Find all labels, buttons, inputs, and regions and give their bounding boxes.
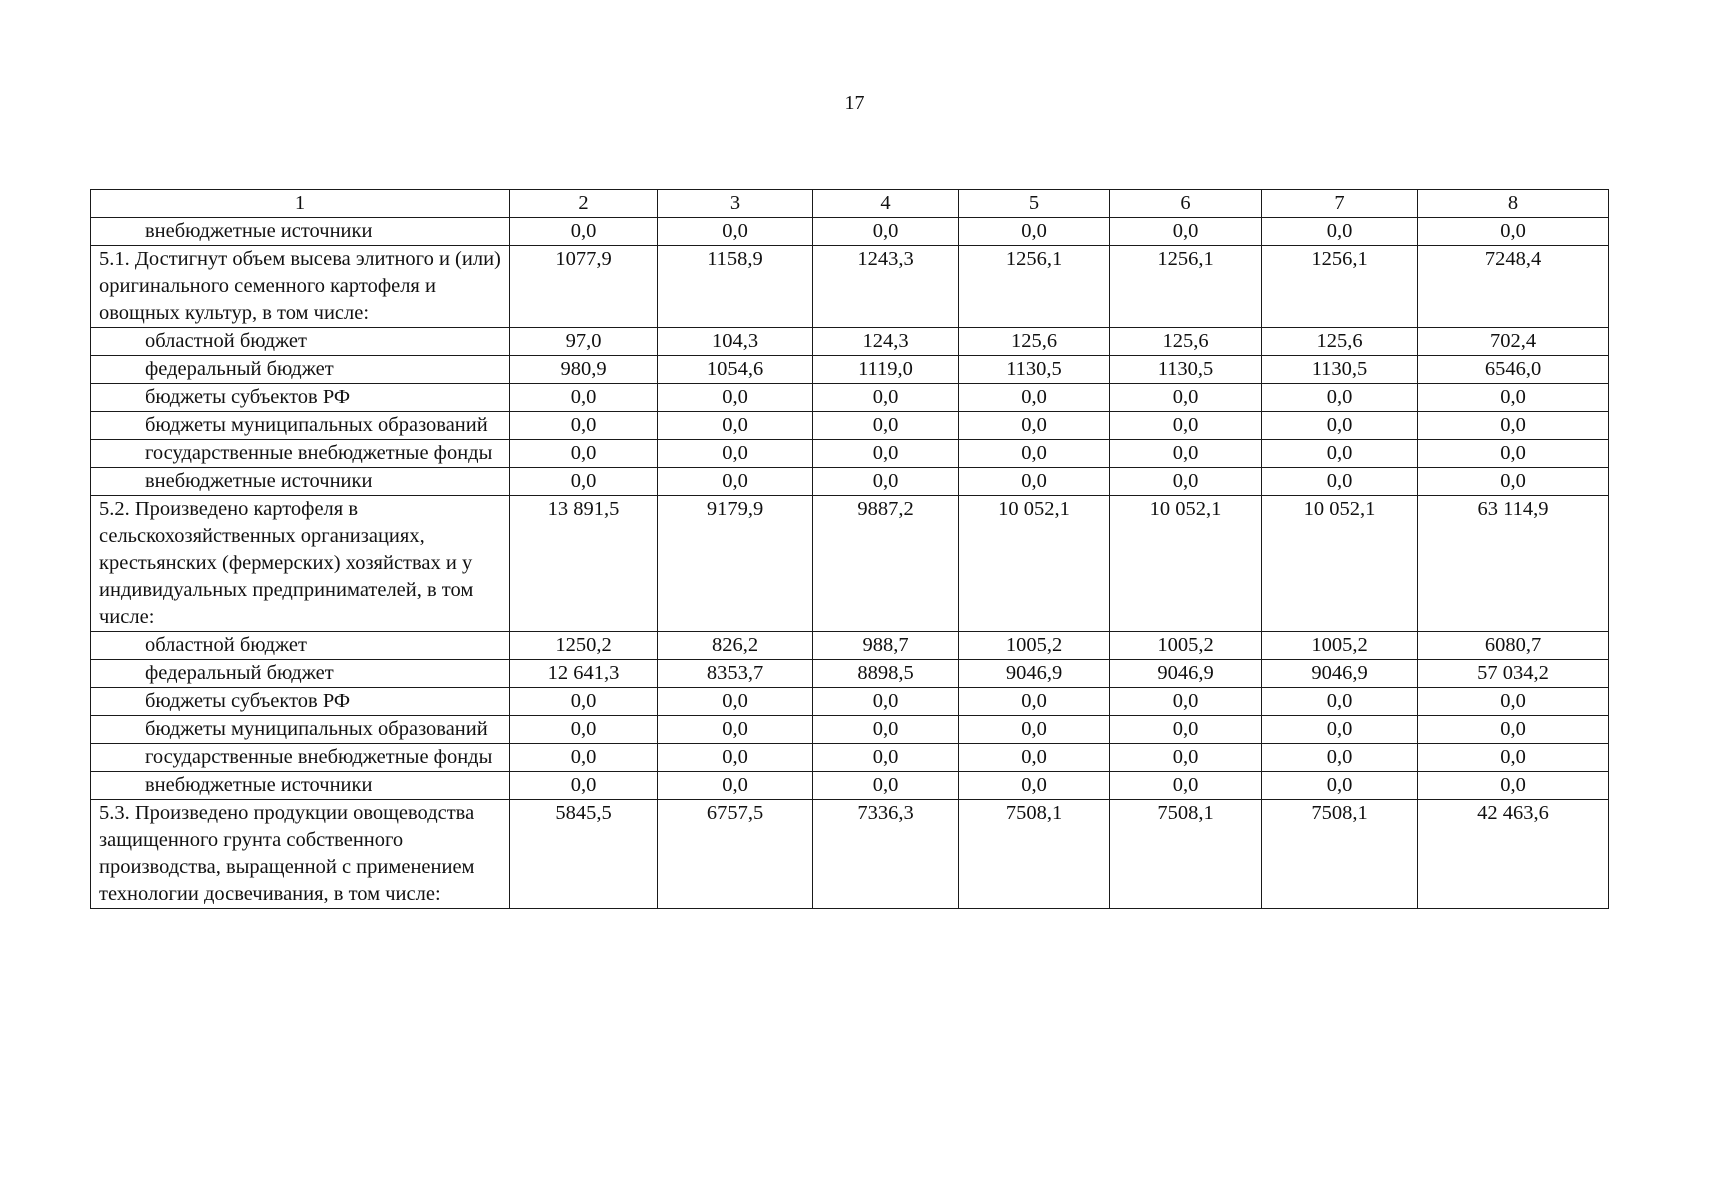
value-cell: 1256,1 bbox=[1262, 246, 1418, 328]
value-cell: 0,0 bbox=[1110, 468, 1262, 496]
row-label: государственные внебюджетные фонды bbox=[91, 440, 510, 468]
value-cell: 1130,5 bbox=[1262, 356, 1418, 384]
value-cell: 1243,3 bbox=[813, 246, 959, 328]
value-cell: 124,3 bbox=[813, 328, 959, 356]
table-section-row bbox=[91, 496, 1609, 632]
value-cell: 6757,5 bbox=[658, 800, 813, 909]
value-cell: 104,3 bbox=[658, 328, 813, 356]
value-cell: 0,0 bbox=[658, 688, 813, 716]
value-cell: 0,0 bbox=[510, 218, 658, 246]
row-label: бюджеты субъектов РФ bbox=[91, 384, 510, 412]
value-cell: 0,0 bbox=[1262, 716, 1418, 744]
row-label: областной бюджет bbox=[91, 632, 510, 660]
column-header: 6 bbox=[1110, 190, 1262, 218]
value-cell: 0,0 bbox=[959, 440, 1110, 468]
value-cell: 1250,2 bbox=[510, 632, 658, 660]
column-header: 1 bbox=[91, 190, 510, 218]
value-cell: 702,4 bbox=[1418, 328, 1609, 356]
value-cell: 0,0 bbox=[658, 772, 813, 800]
table-row bbox=[91, 384, 1609, 412]
value-cell: 0,0 bbox=[1262, 744, 1418, 772]
column-header: 5 bbox=[959, 190, 1110, 218]
value-cell: 0,0 bbox=[959, 468, 1110, 496]
value-cell: 0,0 bbox=[510, 468, 658, 496]
column-header: 8 bbox=[1418, 190, 1609, 218]
value-cell: 0,0 bbox=[1110, 716, 1262, 744]
value-cell: 0,0 bbox=[1262, 218, 1418, 246]
table-row bbox=[91, 632, 1609, 660]
value-cell: 97,0 bbox=[510, 328, 658, 356]
column-number-row bbox=[91, 190, 1609, 218]
value-cell: 0,0 bbox=[510, 744, 658, 772]
row-label: 5.1. Достигнут объем высева элитного и (или) оригинального семенного картофеля и овощных культур, в том числе: bbox=[91, 246, 510, 328]
value-cell: 12 641,3 bbox=[510, 660, 658, 688]
table-row bbox=[91, 744, 1609, 772]
value-cell: 9046,9 bbox=[1262, 660, 1418, 688]
value-cell: 7248,4 bbox=[1418, 246, 1609, 328]
row-label: бюджеты муниципальных образований bbox=[91, 716, 510, 744]
row-label: государственные внебюджетные фонды bbox=[91, 744, 510, 772]
value-cell: 0,0 bbox=[959, 218, 1110, 246]
table-section-row bbox=[91, 800, 1609, 909]
value-cell: 0,0 bbox=[959, 744, 1110, 772]
budget-table bbox=[90, 189, 1609, 909]
value-cell: 0,0 bbox=[813, 744, 959, 772]
value-cell: 1005,2 bbox=[959, 632, 1110, 660]
table-row bbox=[91, 688, 1609, 716]
value-cell: 0,0 bbox=[1418, 218, 1609, 246]
value-cell: 0,0 bbox=[658, 716, 813, 744]
value-cell: 7508,1 bbox=[1262, 800, 1418, 909]
page-number: 17 bbox=[844, 92, 865, 114]
value-cell: 10 052,1 bbox=[959, 496, 1110, 632]
value-cell: 0,0 bbox=[1418, 468, 1609, 496]
table-row bbox=[91, 468, 1609, 496]
value-cell: 0,0 bbox=[1110, 688, 1262, 716]
value-cell: 57 034,2 bbox=[1418, 660, 1609, 688]
table-row bbox=[91, 356, 1609, 384]
value-cell: 0,0 bbox=[813, 218, 959, 246]
value-cell: 10 052,1 bbox=[1110, 496, 1262, 632]
value-cell: 0,0 bbox=[658, 412, 813, 440]
value-cell: 0,0 bbox=[510, 688, 658, 716]
value-cell: 0,0 bbox=[959, 384, 1110, 412]
value-cell: 9046,9 bbox=[1110, 660, 1262, 688]
value-cell: 6080,7 bbox=[1418, 632, 1609, 660]
value-cell: 10 052,1 bbox=[1262, 496, 1418, 632]
row-label: 5.2. Произведено картофеля в сельскохозяйственных организациях, крестьянских (фермерских) хозяйствах и у индивидуальных предпринимателей, в том числе: bbox=[91, 496, 510, 632]
value-cell: 0,0 bbox=[813, 688, 959, 716]
value-cell: 1077,9 bbox=[510, 246, 658, 328]
value-cell: 0,0 bbox=[658, 744, 813, 772]
value-cell: 13 891,5 bbox=[510, 496, 658, 632]
value-cell: 0,0 bbox=[959, 688, 1110, 716]
value-cell: 0,0 bbox=[1262, 384, 1418, 412]
value-cell: 1130,5 bbox=[959, 356, 1110, 384]
value-cell: 9046,9 bbox=[959, 660, 1110, 688]
row-label: областной бюджет bbox=[91, 328, 510, 356]
value-cell: 0,0 bbox=[1418, 688, 1609, 716]
row-label: внебюджетные источники bbox=[91, 468, 510, 496]
value-cell: 125,6 bbox=[1110, 328, 1262, 356]
value-cell: 0,0 bbox=[658, 384, 813, 412]
value-cell: 0,0 bbox=[959, 716, 1110, 744]
value-cell: 9887,2 bbox=[813, 496, 959, 632]
value-cell: 8353,7 bbox=[658, 660, 813, 688]
value-cell: 0,0 bbox=[1110, 412, 1262, 440]
value-cell: 0,0 bbox=[1418, 412, 1609, 440]
value-cell: 0,0 bbox=[1262, 688, 1418, 716]
value-cell: 0,0 bbox=[1418, 744, 1609, 772]
row-label: внебюджетные источники bbox=[91, 772, 510, 800]
value-cell: 0,0 bbox=[1110, 218, 1262, 246]
value-cell: 1005,2 bbox=[1262, 632, 1418, 660]
value-cell: 0,0 bbox=[813, 412, 959, 440]
value-cell: 0,0 bbox=[1110, 744, 1262, 772]
column-header: 4 bbox=[813, 190, 959, 218]
table-row bbox=[91, 716, 1609, 744]
value-cell: 0,0 bbox=[813, 716, 959, 744]
value-cell: 0,0 bbox=[959, 412, 1110, 440]
value-cell: 1119,0 bbox=[813, 356, 959, 384]
table-row bbox=[91, 218, 1609, 246]
value-cell: 8898,5 bbox=[813, 660, 959, 688]
value-cell: 0,0 bbox=[510, 384, 658, 412]
value-cell: 1256,1 bbox=[959, 246, 1110, 328]
value-cell: 0,0 bbox=[1110, 384, 1262, 412]
value-cell: 0,0 bbox=[813, 772, 959, 800]
value-cell: 7336,3 bbox=[813, 800, 959, 909]
value-cell: 0,0 bbox=[813, 440, 959, 468]
table-row bbox=[91, 772, 1609, 800]
table-row bbox=[91, 660, 1609, 688]
value-cell: 0,0 bbox=[510, 772, 658, 800]
value-cell: 125,6 bbox=[959, 328, 1110, 356]
value-cell: 1005,2 bbox=[1110, 632, 1262, 660]
row-label: внебюджетные источники bbox=[91, 218, 510, 246]
column-header: 7 bbox=[1262, 190, 1418, 218]
value-cell: 1256,1 bbox=[1110, 246, 1262, 328]
value-cell: 7508,1 bbox=[959, 800, 1110, 909]
value-cell: 1130,5 bbox=[1110, 356, 1262, 384]
value-cell: 988,7 bbox=[813, 632, 959, 660]
value-cell: 0,0 bbox=[1262, 772, 1418, 800]
table-row bbox=[91, 412, 1609, 440]
value-cell: 5845,5 bbox=[510, 800, 658, 909]
value-cell: 42 463,6 bbox=[1418, 800, 1609, 909]
value-cell: 0,0 bbox=[1262, 468, 1418, 496]
value-cell: 0,0 bbox=[510, 716, 658, 744]
value-cell: 0,0 bbox=[1262, 440, 1418, 468]
value-cell: 0,0 bbox=[1110, 772, 1262, 800]
value-cell: 1054,6 bbox=[658, 356, 813, 384]
table-section-row bbox=[91, 246, 1609, 328]
value-cell: 826,2 bbox=[658, 632, 813, 660]
value-cell: 6546,0 bbox=[1418, 356, 1609, 384]
value-cell: 0,0 bbox=[1418, 384, 1609, 412]
value-cell: 0,0 bbox=[658, 468, 813, 496]
row-label: федеральный бюджет bbox=[91, 356, 510, 384]
value-cell: 0,0 bbox=[813, 468, 959, 496]
row-label: 5.3. Произведено продукции овощеводства защищенного грунта собственного производства, выращенной с применением технологии досвечивания, в том числе: bbox=[91, 800, 510, 909]
value-cell: 0,0 bbox=[658, 440, 813, 468]
column-header: 2 bbox=[510, 190, 658, 218]
value-cell: 125,6 bbox=[1262, 328, 1418, 356]
value-cell: 0,0 bbox=[1418, 716, 1609, 744]
column-header: 3 bbox=[658, 190, 813, 218]
table-row bbox=[91, 328, 1609, 356]
value-cell: 0,0 bbox=[1110, 440, 1262, 468]
value-cell: 7508,1 bbox=[1110, 800, 1262, 909]
value-cell: 0,0 bbox=[1418, 772, 1609, 800]
value-cell: 0,0 bbox=[658, 218, 813, 246]
value-cell: 63 114,9 bbox=[1418, 496, 1609, 632]
table-body bbox=[91, 218, 1609, 909]
value-cell: 0,0 bbox=[959, 772, 1110, 800]
value-cell: 980,9 bbox=[510, 356, 658, 384]
row-label: бюджеты субъектов РФ bbox=[91, 688, 510, 716]
value-cell: 0,0 bbox=[510, 412, 658, 440]
value-cell: 0,0 bbox=[510, 440, 658, 468]
value-cell: 0,0 bbox=[813, 384, 959, 412]
row-label: бюджеты муниципальных образований bbox=[91, 412, 510, 440]
value-cell: 9179,9 bbox=[658, 496, 813, 632]
value-cell: 0,0 bbox=[1262, 412, 1418, 440]
table-row bbox=[91, 440, 1609, 468]
value-cell: 0,0 bbox=[1418, 440, 1609, 468]
row-label: федеральный бюджет bbox=[91, 660, 510, 688]
value-cell: 1158,9 bbox=[658, 246, 813, 328]
